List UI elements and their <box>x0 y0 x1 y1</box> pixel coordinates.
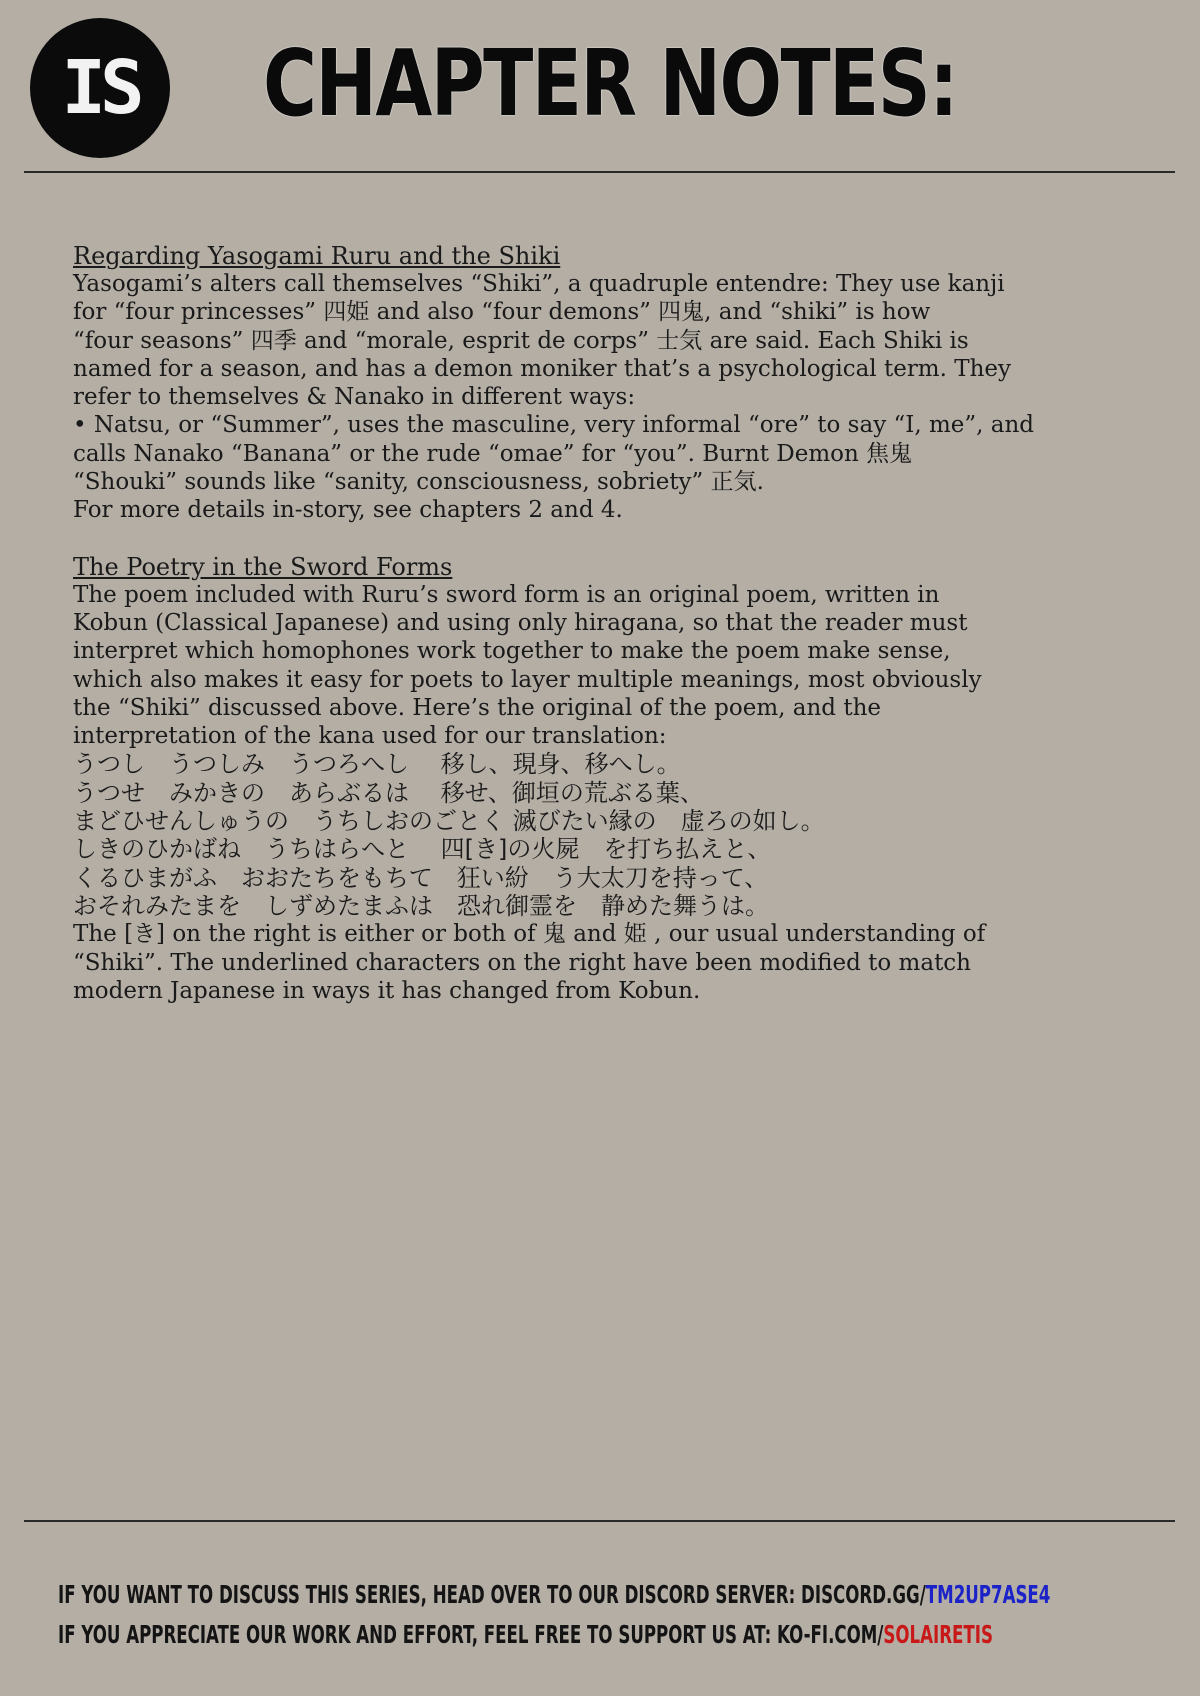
top-divider <box>24 171 1175 173</box>
text-line: the “Shiki” discussed above. Here’s the original of the poem, and the <box>73 694 881 721</box>
page-title: CHAPTER NOTES: <box>263 30 957 137</box>
text-line: calls Nanako “Banana” or the rude “omae” for “you”. Burnt Demon 焦鬼 <box>73 440 913 467</box>
text-line: “four seasons” 四季 and “morale, esprit de corps” 士気 are said. Each Shiki is <box>73 327 969 354</box>
text-line: interpretation of the kana used for our translation: <box>73 723 667 750</box>
text-line: The poem included with Ruru’s sword form is an original poem, written in <box>73 581 940 608</box>
poem-line: おそれみたまを しずめたまふは 恐れ御霊を 静めた舞うは。 <box>73 891 769 920</box>
discord-line <box>58 1575 1050 1615</box>
poem-line: くるひまがふ おおたちをもちて 狂い紛 う大太刀を持って、 <box>73 863 769 892</box>
text-line: which also makes it easy for poets to layer multiple meanings, most obviously <box>73 666 982 693</box>
text-line: Kobun (Classical Japanese) and using only hiragana, so that the reader must <box>73 609 968 636</box>
kofi-link[interactable]: SOLAIRETIS <box>883 1620 993 1649</box>
text-line: The [き] on the right is either or both of 鬼 and 姫 , our usual understanding of <box>73 921 986 948</box>
section-heading: The Poetry in the Sword Forms <box>73 552 453 581</box>
text-line: for “four princesses” 四姫 and also “four demons” 四鬼, and “shiki” is how <box>73 299 931 326</box>
text-line: “Shiki”. The underlined characters on the right have been modified to match <box>73 949 971 976</box>
discord-link[interactable]: TM2UP7ASE4 <box>925 1580 1051 1609</box>
text-line: refer to themselves & Nanako in different ways: <box>73 384 636 411</box>
text-line: • Natsu, or “Summer”, uses the masculine, very informal “ore” to say “I, me”, and <box>73 412 1035 439</box>
footer <box>58 1575 1200 1655</box>
text-line: modern Japanese in ways it has changed from Kobun. <box>73 977 701 1004</box>
poem-block <box>73 750 1133 920</box>
text-line: interpret which homophones work together to make the poem make sense, <box>73 638 951 665</box>
section-heading: Regarding Yasogami Ruru and the Shiki <box>73 242 561 270</box>
text-line: named for a season, and has a demon moniker that’s a psychological term. They <box>73 355 1012 382</box>
text-line: Yasogami’s alters call themselves “Shiki”, a quadruple entendre: They use kanji <box>73 271 1005 297</box>
notes-content <box>73 242 1133 1005</box>
text-line: “Shouki” sounds like “sanity, consciousness, sobriety” 正気. <box>73 469 764 496</box>
kofi-text: IF YOU APPRECIATE OUR WORK AND EFFORT, FEEL FREE TO SUPPORT US AT: KO-FI.COM/ <box>58 1620 884 1649</box>
poem-line: まどひせんしゅうの うちしおのごとく 滅びたい縁の 虚ろの如し。 <box>73 807 825 836</box>
poem-line: うつし うつしみ うつろへし 移し、現身、移へし。 <box>73 750 681 779</box>
text-line: For more details in-story, see chapters 2 and 4. <box>73 497 623 524</box>
poem-line: うつせ みかきの あらぶるは 移せ、御垣の荒ぶる葉、 <box>73 778 704 807</box>
poem-line: しきのひかばね うちはらへと 四[き]の火屍 を打ち払えと、 <box>73 835 772 864</box>
discord-text: IF YOU WANT TO DISCUSS THIS SERIES, HEAD OVER TO OUR DISCORD SERVER: DISCORD.GG/ <box>58 1580 926 1609</box>
kofi-line <box>58 1615 1050 1655</box>
section-shiki <box>73 242 1133 525</box>
bottom-divider <box>24 1520 1175 1522</box>
logo-text: IS <box>61 45 139 131</box>
section-poetry <box>73 553 1133 1005</box>
